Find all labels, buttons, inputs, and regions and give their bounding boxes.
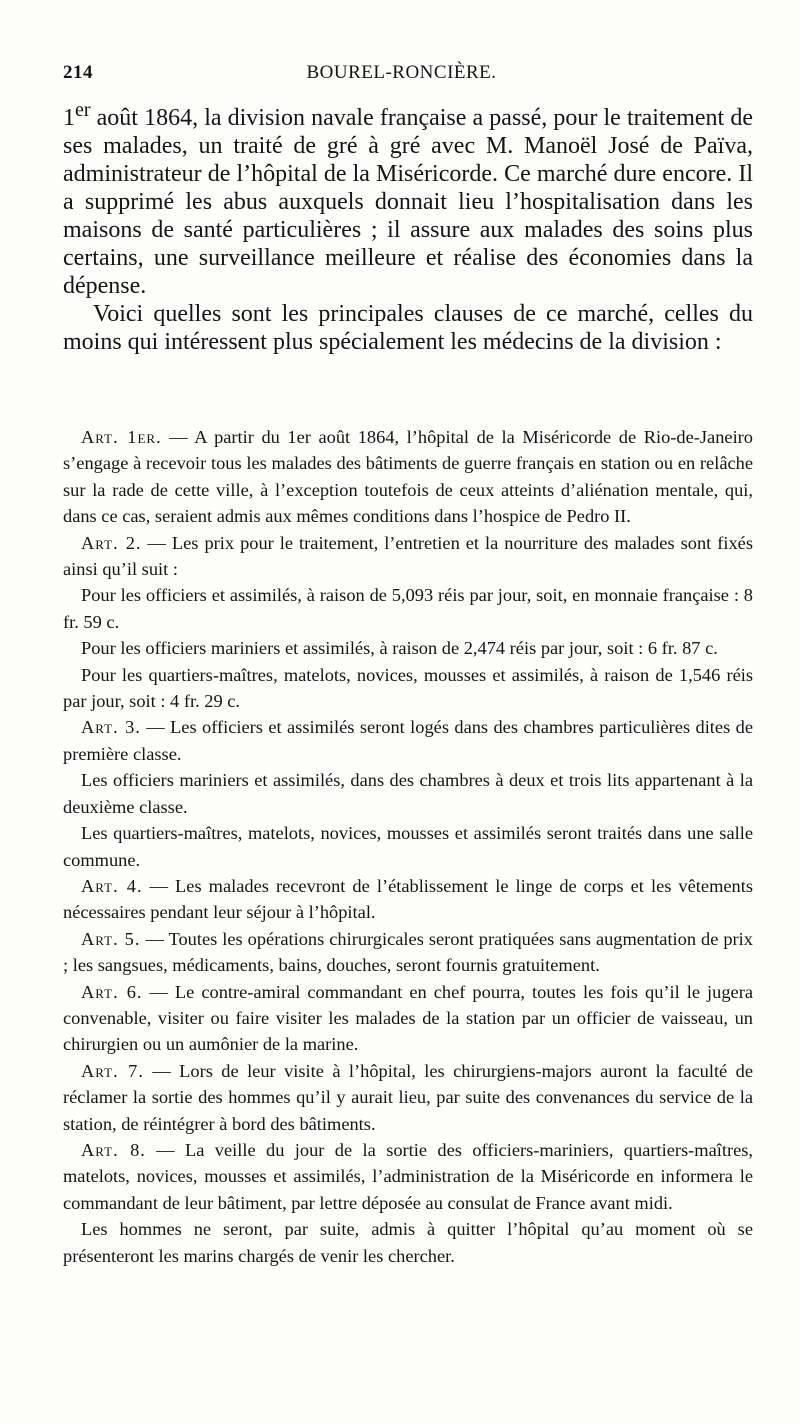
page-header — [63, 62, 740, 90]
article-paragraph — [63, 926, 753, 979]
article-continuation — [63, 1216, 753, 1269]
article-text: — Lors de leur visite à l’hôpital, les chirurgiens-majors auront la faculté de réclamer la sortie des hommes qu’il y aurait lieu, par suite des convenances du service de la station, de réintégrer à bord des bâtiments. — [63, 1060, 753, 1134]
article-text: Les quartiers-maîtres, matelots, novices, mousses et assimilés seront traités dans une salle commune. — [63, 823, 753, 870]
article-text: Pour les officiers mariniers et assimilés, à raison de 2,474 réis par jour, soit : 6 fr. 87 c. — [81, 638, 718, 659]
article-label: Art. 5. — [81, 928, 141, 949]
article-label: Art. 4. — [81, 875, 143, 896]
article-text: — Les malades recevront de l’établissement le linge de corps et les vêtements nécessaires pendant leur séjour à l’hôpital. — [63, 875, 753, 923]
article-text: — Le contre-amiral commandant en chef pourra, toutes les fois qu’il le jugera convenable, visiter ou faire visiter les malades de la station par un officier de vaisseau, un chirurgien ou un aumônier de la marine. — [63, 981, 753, 1055]
running-title: BOUREL-RONCIÈRE. — [306, 62, 497, 83]
article-paragraph — [63, 530, 753, 583]
article-label: Art. 2. — [81, 532, 142, 553]
article-label: Art. 7. — [81, 1060, 144, 1081]
article-continuation — [63, 767, 753, 820]
article-text: Les hommes ne seront, par suite, admis à quitter l’hôpital qu’au moment où se présenteront les marins chargés de venir les chercher. — [63, 1219, 753, 1266]
article-continuation — [63, 820, 753, 873]
article-text: — Les prix pour le traitement, l’entretien et la nourriture des malades sont fixés ainsi qu’il suit : — [63, 532, 754, 580]
article-text: — A partir du 1er août 1864, l’hôpital de la Miséricorde de Rio-de-Janeiro s’engage à recevoir tous les malades des bâtiments de guerre français en station ou en relâche sur la rade de cette ville, à l’exception toutefois de ceux atteints d’aliénation mentale, qui, dans ce cas, seraient admis aux mêmes conditions dans l’hospice de Pedro II. — [63, 427, 754, 527]
article-text: Pour les officiers et assimilés, à raison de 5,093 réis par jour, soit, en monnaie française : 8 fr. 59 c. — [63, 585, 753, 632]
article-paragraph — [63, 1058, 753, 1137]
article-continuation — [63, 582, 753, 635]
article-text: — Les officiers et assimilés seront logés dans des chambres particulières dites de première classe. — [63, 717, 753, 764]
contract-articles — [63, 424, 753, 1269]
article-paragraph — [63, 873, 753, 926]
article-label: Art. 8. — [81, 1139, 146, 1160]
main-text — [63, 96, 753, 356]
intro-paragraph-text: août 1864, la division navale française a passé, pour le traitement de ses malades, un traité de gré à gré avec M. Manoël José de Païva, administrateur de l’hôpital de la Miséricorde. Ce marché dure encore. Il a supprimé les abus auxquels donnait lieu l’hospitalisation dans les maisons de santé particulières ; il assure aux malades des soins plus certains, une surveillance meilleure et réalise des économies dans la dépense. — [63, 105, 753, 299]
article-label: Art. 6. — [81, 981, 143, 1002]
article-paragraph — [63, 424, 753, 530]
article-continuation — [63, 635, 753, 661]
article-text: — Toutes les opérations chirurgicales seront pratiquées sans augmentation de prix ; les sangsues, médicaments, bains, douches, seront fournis gratuitement. — [63, 928, 753, 976]
intro-paragraph: 1er août 1864, la division navale française a passé, pour le traitement de ses malades, un traité de gré à gré avec M. Manoël José de Païva, administrateur de l’hôpital de la Miséricorde. Ce marché dure encore. Il a supprimé les abus auxquels donnait lieu l’hospitalisation dans les maisons de santé particulières ; il assure aux malades des soins plus certains, une surveillance meilleure et réalise des économies dans la dépense. — [63, 99, 753, 299]
article-text: — La veille du jour de la sortie des officiers-mariniers, quartiers-maîtres, matelots, novices, mousses et assimilés, l’administration de la Miséricorde en informera le commandant de leur bâtiment, par lettre déposée au consulat de France avant midi. — [63, 1139, 753, 1213]
article-continuation — [63, 662, 753, 715]
article-label: Art. 1er. — [81, 427, 162, 447]
article-paragraph — [63, 979, 753, 1058]
article-text: Pour les quartiers-maîtres, matelots, novices, mousses et assimilés, à raison de 1,546 réis par jour, soit : 4 fr. 29 c. — [63, 664, 753, 712]
clauses-intro-paragraph: Voici quelles sont les principales clauses de ce marché, celles du moins qui intéressent plus spécialement les médecins de la division : — [63, 301, 753, 355]
ordinal-superscript: er — [75, 99, 91, 121]
page-number: 214 — [63, 62, 93, 83]
article-paragraph — [63, 1137, 753, 1216]
article-text: Les officiers mariniers et assimilés, dans des chambres à deux et trois lits appartenant à la deuxième classe. — [63, 770, 753, 817]
article-paragraph — [63, 714, 753, 767]
article-label: Art. 3. — [81, 717, 141, 738]
